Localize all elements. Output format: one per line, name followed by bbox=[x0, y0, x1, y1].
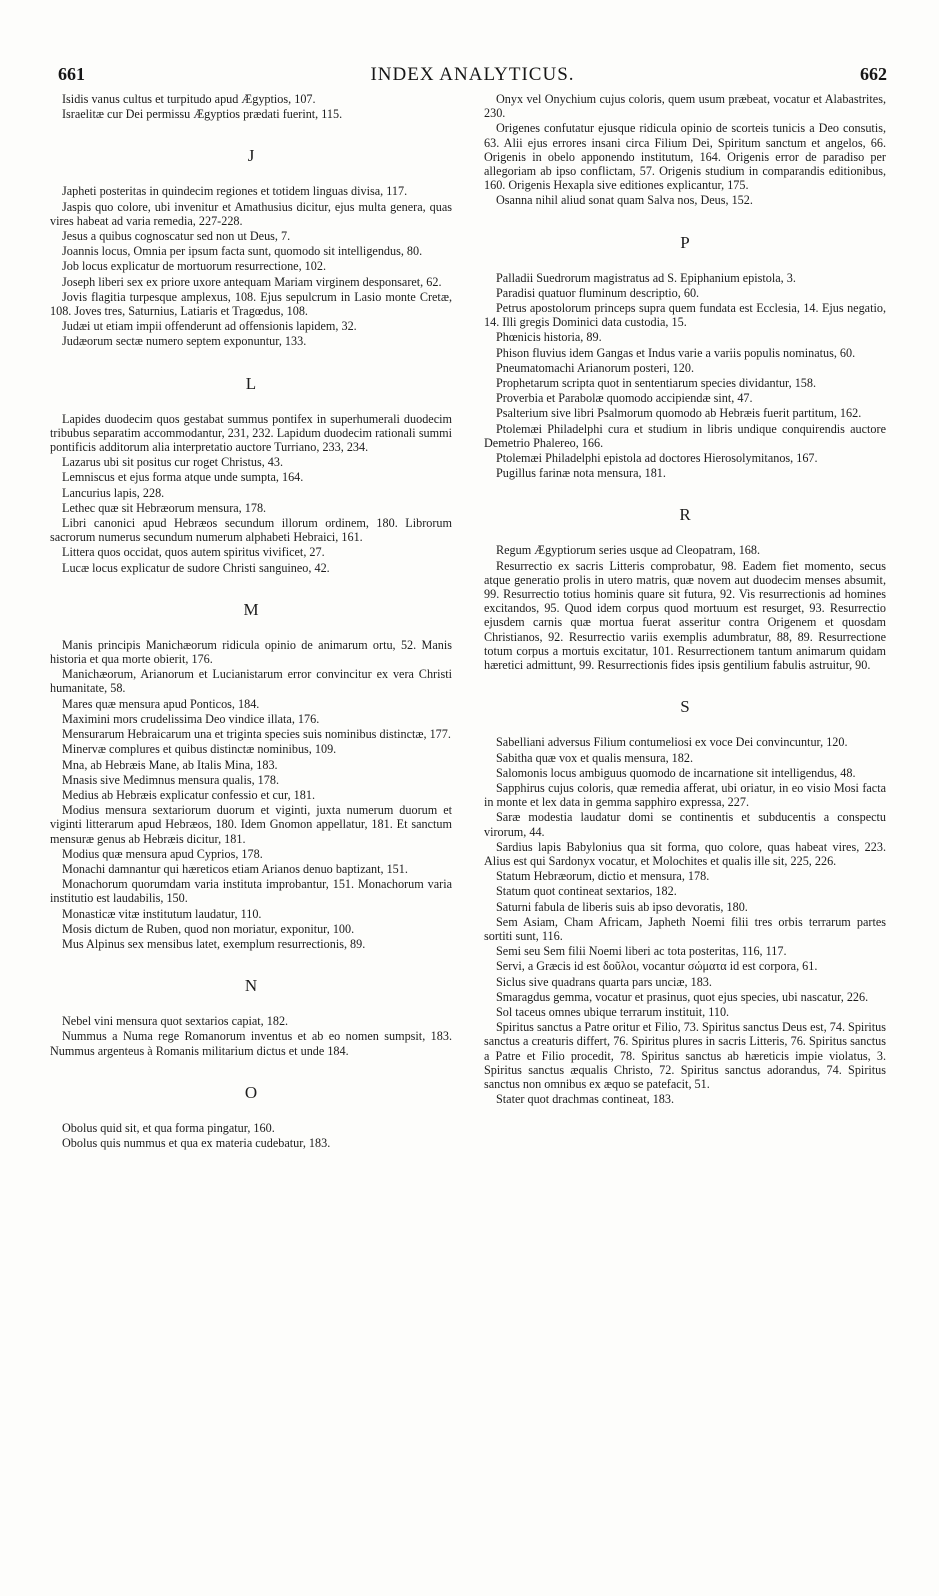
index-entry: Joseph liberi sex ex priore uxore antequam Mariam virginem desponsaret, 62. bbox=[62, 274, 442, 289]
index-entry: Siclus sive quadrans quarta pars unciæ, 183. bbox=[496, 974, 712, 989]
index-entry: Monachorum quorumdam varia instituta improbantur, 151. Monachorum varia institutio est laudabilis, 150. bbox=[50, 877, 452, 906]
index-entry: Stater quot drachmas contineat, 183. bbox=[496, 1092, 675, 1107]
section-spacer bbox=[50, 122, 452, 146]
index-entry: Medius ab Hebræis explicatur confessio et cur, 181. bbox=[62, 787, 316, 802]
index-entry: Phœnicis historia, 89. bbox=[496, 330, 602, 345]
index-entry: Sem Asiam, Cham Africam, Japheth Noemi filii tres orbis terrarum partes sortiti sunt, 116. bbox=[484, 914, 886, 943]
index-entry: Origenes confutatur ejusque ridicula opinio de scorteis tunicis a Deo consutis, 63. Alii ejus errores insani circa Filium Dei, Spiritum sanctum et angelos, 66. Origenis in obelo apponendo institutum, 164. Origenis error de paradiso per allegoriam ab ipso conflictam, 57. Origenis studium in comparandis editionibus, 160. Origenis Hexapla sive editiones explicantur, 175. bbox=[484, 121, 886, 193]
index-entry: Modius quæ mensura apud Cyprios, 178. bbox=[62, 846, 263, 861]
section-letter-heading: P bbox=[680, 232, 690, 252]
left-page-number: 661 bbox=[58, 64, 85, 84]
index-entry: Judæorum sectæ numero septem exponuntur, 133. bbox=[62, 334, 307, 349]
index-entry: Pneumatomachi Arianorum posteri, 120. bbox=[496, 360, 695, 375]
section-letter-heading: L bbox=[245, 373, 257, 393]
index-entry: Lazarus ubi sit positus cur roget Christus, 43. bbox=[62, 455, 284, 470]
section-spacer bbox=[50, 996, 452, 1014]
running-title: INDEX ANALYTICUS. bbox=[370, 64, 575, 85]
index-entry: Sardius lapis Babylonius qua sit forma, quo colore, quas habeat vires, 223. Alius est qui Sardonyx vocatur, et Molochites et qualis ille sit, 225, 226. bbox=[484, 839, 886, 868]
section-letter-heading: O bbox=[244, 1082, 258, 1102]
section-spacer bbox=[484, 525, 886, 543]
index-entry: Smaragdus gemma, vocatur et prasinus, quot ejus species, ubi nascatur, 226. bbox=[496, 989, 869, 1004]
index-entry: Nebel vini mensura quot sextarios capiat, 182. bbox=[62, 1014, 289, 1029]
index-entry: Semi seu Sem filii Noemi liberi ac tota posteritas, 116, 117. bbox=[496, 944, 787, 959]
index-entry: Prophetarum scripta quot in sententiarum species dividantur, 158. bbox=[496, 376, 817, 391]
index-entry: Jovis flagitia turpesque amplexus, 108. Ejus sepulcrum in Lasio monte Cretæ, 108. Joves tres, Saturnius, Latiaris et Tragœdus, 108. bbox=[50, 289, 452, 319]
section-spacer bbox=[50, 952, 452, 976]
section-spacer bbox=[50, 576, 452, 600]
index-entry: Littera quos occidat, quos autem spiritus vivificet, 27. bbox=[62, 545, 325, 560]
index-entry: Job locus explicatur de mortuorum resurrectione, 102. bbox=[62, 259, 326, 274]
index-entry: Ptolemæi Philadelphi cura et studium in libris undique conquirendis auctore Demetrio Phalereo, 166. bbox=[484, 421, 886, 450]
index-entry: Pugillus farinæ nota mensura, 181. bbox=[496, 466, 666, 481]
index-entry: Regum Ægyptiorum series usque ad Cleopatram, 168. bbox=[496, 543, 761, 558]
index-entry: Saturni fabula de liberis suis ab ipso devoratis, 180. bbox=[496, 899, 748, 914]
index-entry: Joannis locus, Omnia per ipsum facta sunt, quomodo sit intelligendus, 80. bbox=[62, 244, 423, 259]
section-letter-heading: N bbox=[244, 976, 258, 996]
index-entry: Manichæorum, Arianorum et Lucianistarum error convincitur ex vera Christi humanitate, 58. bbox=[50, 667, 452, 696]
index-entry: Sol taceus omnes ubique terrarum instituit, 110. bbox=[496, 1004, 730, 1019]
index-entry: Nummus a Numa rege Romanorum inventus et ab eo nomen sumpsit, 183. Nummus argenteus à Romanis militarium dictus et unde 184. bbox=[50, 1029, 452, 1058]
section-letter-heading: R bbox=[679, 505, 691, 525]
index-entry: Sabitha quæ vox et qualis mensura, 182. bbox=[496, 750, 694, 765]
index-entry: Spiritus sanctus a Patre oritur et Filio, 73. Spiritus sanctus Deus est, 74. Spiritus sanctus a creaturis differt, 76. Spiritus plures in sacris Litteris, 76. Spiritus sanctus a Patre et Filio procedit, 78. Spiritus sanctus ab hæreticis impie violatus, 3. Spiritus sanctus æqualis Christo, 72. Spiritus sanctus adorandus, 74. Spiritus sanctus non omnibus ex æquo se patefacit, 51. bbox=[484, 1020, 886, 1091]
index-entry: Servi, a Græcis id est δοῦλοι, vocantur σώματα id est corpora, 61. bbox=[496, 959, 818, 974]
index-entry: Modius mensura sextariorum duorum et viginti, juxta numerum duorum et viginti litterarum apud Hebræos, 180. Idem Gnomon appellatur, 181. Et sanctum mensuræ genus ab Hebræis dicitur, 181. bbox=[50, 803, 452, 846]
index-entry: Sabelliani adversus Filium contumeliosi ex voce Dei convincuntur, 120. bbox=[496, 735, 848, 750]
index-entry: Paradisi quatuor fluminum descriptio, 60. bbox=[496, 285, 700, 300]
index-entry: Isidis vanus cultus et turpitudo apud Ægyptios, 107. bbox=[62, 92, 316, 106]
index-entry: Obolus quid sit, et qua forma pingatur, 160. bbox=[62, 1120, 275, 1135]
section-spacer bbox=[50, 620, 452, 638]
section-letter-heading: M bbox=[243, 599, 259, 619]
index-entry: Mares quæ mensura apud Ponticos, 184. bbox=[62, 696, 260, 711]
index-entry: Sapphirus cujus coloris, quæ remedia afferat, ubi oriatur, in eo visio Mosi facta in monte et lex data in gemma sapphiro expressa, 227. bbox=[484, 780, 886, 810]
index-entry: Saræ modestia laudatur domi se continentis et subducentis a conspectu virorum, 44. bbox=[484, 810, 886, 839]
left-column bbox=[50, 92, 452, 1566]
section-spacer bbox=[50, 1059, 452, 1083]
index-entry: Statum Hebræorum, dictio et mensura, 178. bbox=[496, 869, 710, 884]
index-entry: Ptolemæi Philadelphi epistola ad doctores Hierosolymitanos, 167. bbox=[496, 451, 818, 466]
index-entry: Statum quot contineat sextarios, 182. bbox=[496, 884, 677, 899]
section-spacer bbox=[484, 209, 886, 233]
index-entry: Petrus apostolorum princeps supra quem fundata est Ecclesia, 14. Ejus negatio, 14. Illi gregis Dominici data custodia, 15. bbox=[484, 301, 886, 330]
section-spacer bbox=[50, 394, 452, 412]
index-entry: Onyx vel Onychium cujus coloris, quem usum præbeat, vocatur et Alabastrites, 230. bbox=[484, 92, 886, 121]
index-entry: Salomonis locus ambiguus quomodo de incarnatione sit intelligendus, 48. bbox=[496, 765, 856, 780]
section-spacer bbox=[484, 717, 886, 735]
index-entry: Lapides duodecim quos gestabat summus pontifex in superhumerali duodecim tribubus separatim accommodantur, 231, 232. Lapidum duodecim rationali summi pontificis additorum alia interpretatio auctore Turriano, 233, 234. bbox=[50, 411, 452, 455]
index-entry: Mnasis sive Medimnus mensura qualis, 178. bbox=[62, 772, 279, 787]
section-letter-heading: S bbox=[680, 697, 690, 717]
index-entry: Jesus a quibus cognoscatur sed non ut Deus, 7. bbox=[62, 229, 291, 244]
index-entry: Palladii Suedrorum magistratus ad S. Epiphanium epistola, 3. bbox=[496, 270, 796, 285]
index-entry: Jaspis quo colore, ubi invenitur et Amathusius dicitur, ejus multa genera, quas vires habeat ad varia remedia, 227-228. bbox=[50, 199, 452, 228]
index-entry: Proverbia et Parabolæ quomodo accipiendæ sint, 47. bbox=[496, 391, 753, 406]
section-spacer bbox=[484, 253, 886, 271]
index-entry: Israelitæ cur Dei permissu Ægyptios prædati fuerint, 115. bbox=[62, 107, 343, 122]
index-entry: Osanna nihil aliud sonat quam Salva nos, Deus, 152. bbox=[496, 193, 753, 208]
index-entry: Phison fluvius idem Gangas et Indus varie a variis populis nominatus, 60. bbox=[496, 345, 856, 360]
index-entry: Monachi damnantur qui hæreticos etiam Arianos denuo baptizant, 151. bbox=[62, 861, 408, 876]
index-entry: Lethec quæ sit Hebræorum mensura, 178. bbox=[62, 500, 267, 515]
section-spacer bbox=[50, 166, 452, 184]
index-entry: Resurrectio ex sacris Litteris comprobatur, 98. Eadem fiet momento, secus atque generatio prolis in utero matris, quæ novem aut duodecim menses absumit, 99. Resurrectio totius hominis quare sit futura, 92. Vis resurrectionis ad homines excitandos, 95. Quod idem corpus quod mortuum est resurget, 93. Resurrectio ejusdem carnis quæ mortua fuerat asseritur contra Origenem et quosdam Christianos, 92. Resurrectio variis exemplis adumbratur, 88, 89. Resurrectione totum corpus a mortuis excitatur, 101. Resurrectionem tantum animarum quidam hæretici admittunt, 99. Resurrectionis fides ipsis gentilium fabulis astruitur, 90. bbox=[484, 558, 886, 673]
index-entry: Mus Alpinus sex mensibus latet, exemplum resurrectionis, 89. bbox=[62, 936, 366, 951]
right-column bbox=[484, 92, 886, 1566]
index-entry: Lancurius lapis, 228. bbox=[62, 485, 165, 500]
index-entry: Monasticæ vitæ institutum laudatur, 110. bbox=[62, 906, 262, 921]
index-entry: Obolus quis nummus et qua ex materia cudebatur, 183. bbox=[62, 1135, 331, 1150]
index-entry: Mna, ab Hebræis Mane, ab Italis Mina, 183. bbox=[62, 757, 278, 772]
index-entry: Mensurarum Hebraicarum una et triginta species suis nominibus distinctæ, 177. bbox=[62, 727, 451, 742]
index-entry: Psalterium sive libri Psalmorum quomodo ab Hebræis fuerit partitum, 162. bbox=[496, 406, 862, 421]
section-spacer bbox=[50, 350, 452, 374]
index-entry: Manis principis Manichæorum ridicula opinio de animarum ortu, 52. Manis historia et qua morte obierit, 176. bbox=[50, 637, 452, 667]
index-entry: Judæi ut etiam impii offenderunt ad offensionis lapidem, 32. bbox=[62, 319, 357, 334]
section-letter-heading: J bbox=[247, 146, 255, 166]
section-spacer bbox=[50, 1103, 452, 1121]
page-header bbox=[58, 64, 887, 86]
index-entry: Japheti posteritas in quindecim regiones et totidem linguas divisa, 117. bbox=[62, 184, 408, 199]
index-entry: Lucæ locus explicatur de sudore Christi sanguineo, 42. bbox=[62, 560, 330, 575]
index-entry: Lemniscus et ejus forma atque unde sumpta, 164. bbox=[62, 470, 304, 485]
index-entry: Minervæ complures et quibus distinctæ nominibus, 109. bbox=[62, 742, 337, 757]
right-page-number: 662 bbox=[860, 64, 887, 84]
index-entry: Libri canonici apud Hebræos secundum illorum ordinem, 180. Librorum sacrorum numerus secundum numerum alphabeti Hebraici, 161. bbox=[50, 516, 452, 545]
index-entry: Mosis dictum de Ruben, quod non moriatur, exponitur, 100. bbox=[62, 921, 355, 936]
index-entry: Maximini mors crudelissima Deo vindice illata, 176. bbox=[62, 711, 320, 726]
section-spacer bbox=[484, 673, 886, 697]
section-spacer bbox=[484, 481, 886, 505]
